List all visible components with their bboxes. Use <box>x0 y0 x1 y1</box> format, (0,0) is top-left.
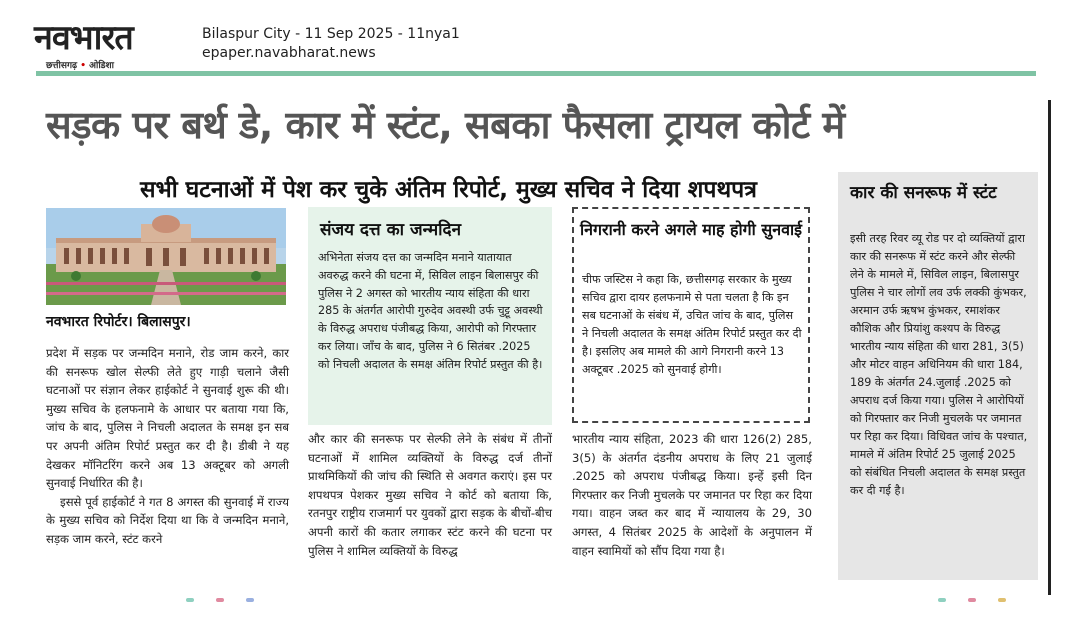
article-column-1 <box>46 344 289 549</box>
paragraph: इससे पूर्व हाईकोर्ट ने गत 8 अगस्त की सुनवाई में राज्य के मुख्य सचिव को निर्देश दिया था कि वे जन्मदिन मनाने, सड़क जाम करने, स्टंट करने <box>46 494 289 546</box>
edition-line: Bilaspur City - 11 Sep 2025 - 11nya1 <box>202 26 460 42</box>
box-title: निगरानी करने अगले माह होगी सुनवाई <box>580 220 802 239</box>
paragraph: प्रदेश में सड़क पर जन्मदिन मनाने, रोड जाम करने, कार की सनरूफ खोल सेल्फी लेते हुए गाड़ी चलाने जैसी घटनाओं पर संज्ञान लेकर हाईकोर्ट ने सुनवाई शुरू की थी। मुख्य सचिव के हलफनामे के आधार पर बताया गया कि, जांच के बाद, पुलिस ने निचली अदालत के समक्ष इन सब पर अपनी अंतिम रिपोर्ट प्रस्तुत कर दी है। डीबी ने यह देखकर मॉनिटरिंग करने अब 13 अक्टूबर को अगली सुनवाई निर्धारित की है। <box>46 346 289 491</box>
high-court-photo <box>46 208 286 305</box>
top-rule <box>36 71 1036 76</box>
box-body: इसी तरह रिवर व्यू रोड पर दो व्यक्तियों द्वारा कार की सनरूफ में स्टंट करने और सेल्फी लेने के मामले में, सिविल लाइन, बिलासपुर पुलिस ने चार लोगों लव उर्फ लक्की कुंभकर, अरमान उर्फ ऋषभ कुंभकर, रमाशंकर कौशिक और प्रियांशु कश्यप के विरुद्ध भारतीय न्याय संहिता की धारा 281, 3(5) और मोटर वाहन अधिनियम की धारा 184, 189 के अंतर्गत 24.जुलाई .2025 को अपराध दर्ज किया गया। पुलिस ने आरोपियों को गिरफ्तार कर निजी मुचलके पर जमानत पर रिहा कर दिया। विधिवत जांच के पश्चात, मामले में अंतिम रिपोर्ट 25 जुलाई 2025 को संबंधित निचली अदालत के समक्ष प्रस्तुत कर दी गई है। <box>850 232 1028 497</box>
right-border-rule <box>1048 100 1051 595</box>
sidebar-box-sanjay-dutt <box>308 207 552 425</box>
subheadline: सभी घटनाओं में पेश कर चुके अंतिम रिपोर्ट, मुख्य सचिव ने दिया शपथपत्र <box>140 177 757 203</box>
box-title: कार की सनरूफ में स्टंट <box>850 183 997 203</box>
paragraph: और कार की सनरूफ पर सेल्फी लेने के संबंध में तीनों घटनाओं में शामिल व्यक्तियों के विरुद्ध दर्ज तीनों प्राथमिकियों की जांच की स्थिति से अवगत कराएं। इस पर शपथपत्र पेशकर मुख्य सचिव ने कोर्ट को बताया कि, रतनपुर राष्ट्रीय राजमार्ग पर युवकों द्वारा सड़क के बीचों-बीच अपनी कारों की कतार लगाकर स्टंट करने की घटना पर पुलिस ने शामिल व्यक्तियों के विरुद्ध <box>308 432 552 558</box>
website-url: epaper.navabharat.news <box>202 45 376 61</box>
logo-separator: • <box>80 61 86 71</box>
logo-region-1: छत्तीसगढ़ <box>46 61 78 71</box>
logo-subtitle <box>46 58 114 71</box>
headline: सड़क पर बर्थ डे, कार में स्टंट, सबका फैसला ट्रायल कोर्ट में <box>46 103 845 147</box>
sidebar-box-sunroof-stunt <box>838 172 1038 580</box>
box-body: चीफ जस्टिस ने कहा कि, छत्तीसगढ़ सरकार के मुख्य सचिव द्वारा दायर हलफनामे से पता चलता है कि इन सब घटनाओं के संबंध में, उचित जांच के बाद, पुलिस ने निचली अदालत के समक्ष अंतिम रिपोर्ट प्रस्तुत कर दी है। इसलिए अब मामले की आगे निगरानी करने 13 अक्टूबर .2025 को सुनवाई होगी। <box>582 273 802 376</box>
article-column-3 <box>572 430 812 560</box>
sidebar-box-hearing <box>572 207 810 423</box>
newspaper-logo: नवभारत <box>34 18 133 58</box>
box-title: संजय दत्त का जन्मदिन <box>320 220 462 240</box>
building-illustration <box>46 208 286 305</box>
article-column-2 <box>308 430 552 560</box>
box-body: अभिनेता संजय दत्त का जन्मदिन मनाने यातायात अवरुद्ध करने की घटना में, सिविल लाइन बिलासपुर की पुलिस ने 2 अगस्त को भारतीय न्याय संहिता की धारा 285 के अंतर्गत आरोपी गुरुदेव अवस्थी उर्फ चुट्टू अवस्थी के विरुद्ध अपराध पंजीबद्ध किया, आरोपी को गिरफ्तार कर लिया। जाँच के बाद, पुलिस ने 6 सितंबर .2025 को निचली अदालत के समक्ष अंतिम रिपोर्ट प्रस्तुत की है। <box>318 251 543 371</box>
logo-region-2: ओडिशा <box>89 61 114 71</box>
dateline: नवभारत रिपोर्टर। बिलासपुर। <box>46 314 191 330</box>
paragraph: भारतीय न्याय संहिता, 2023 की धारा 126(2) 285, 3(5) के अंतर्गत दंडनीय अपराध के लिए 21 जुलाई .2025 को अपराध पंजीबद्ध किया। इन्हें इसी दिन गिरफ्तार कर निजी मुचलके पर जमानत पर रिहा कर दिया गया। वाहन जब्त कर बाद में न्यायालय के 29, 30 अगस्त, 4 सितंबर 2025 के आदेशों के अनुपालन में वाहन स्वामियों को सौंप दिया गया है। <box>572 432 812 558</box>
